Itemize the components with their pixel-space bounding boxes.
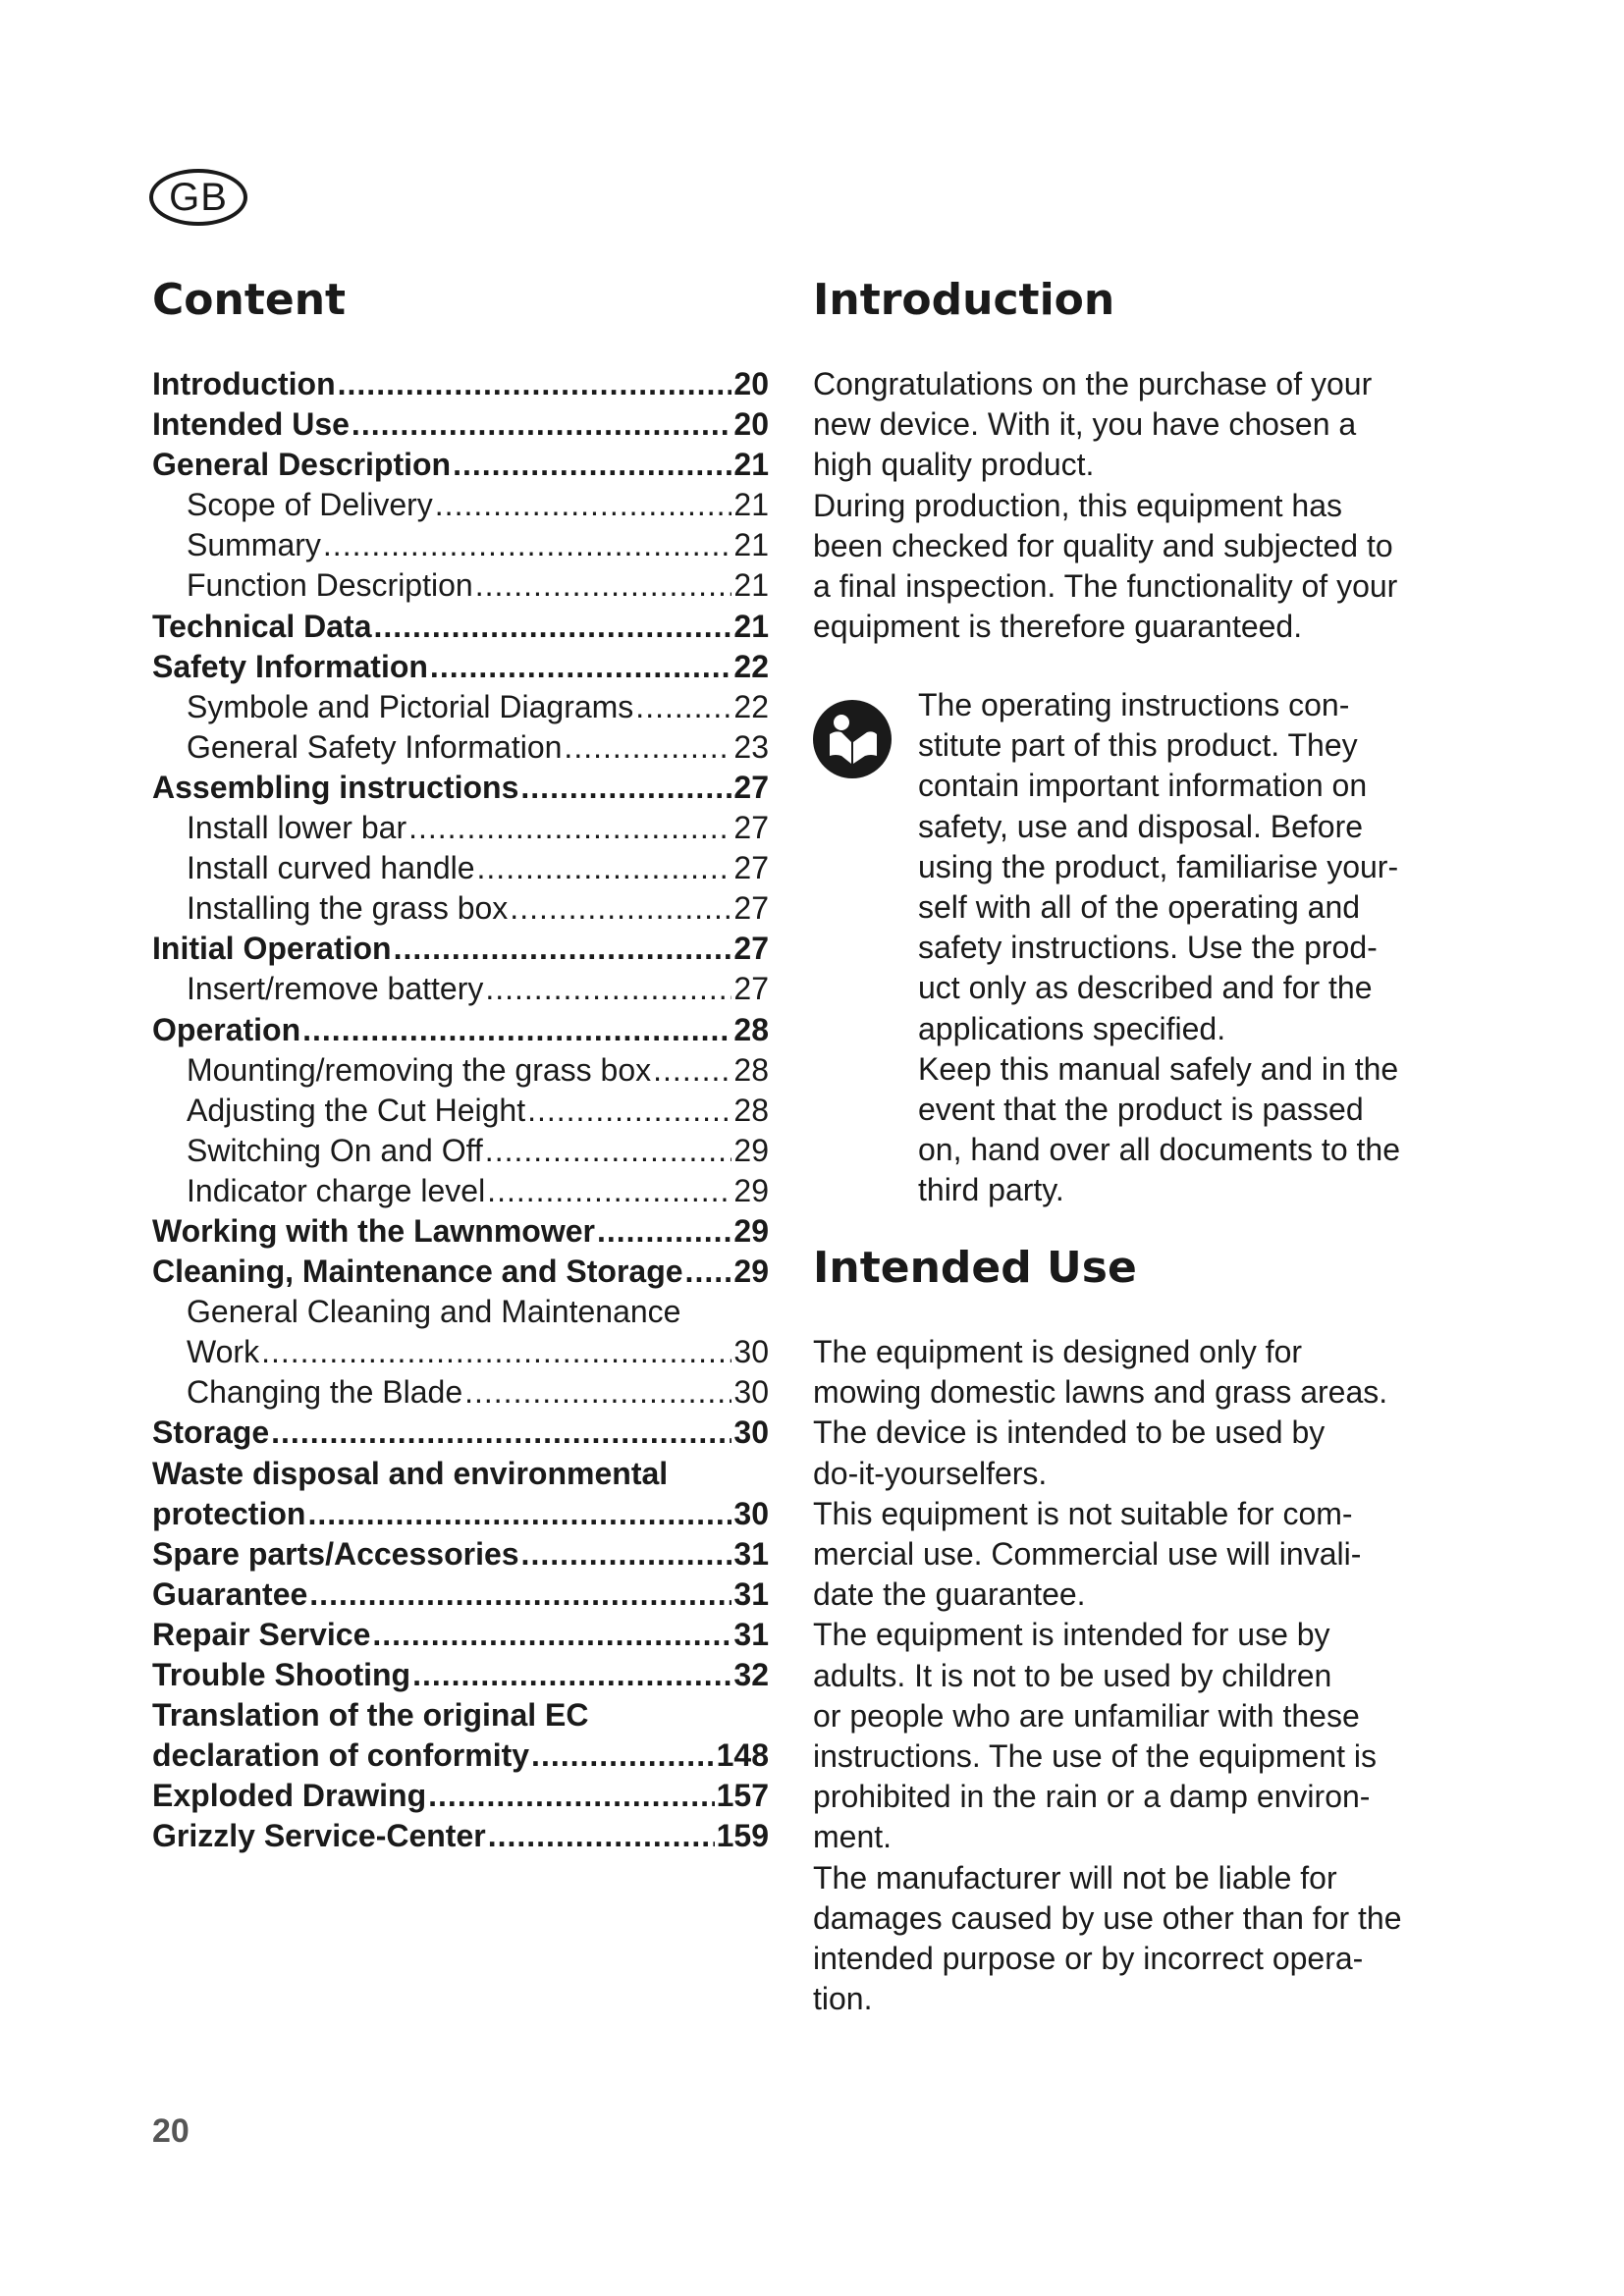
toc-leader-dots — [477, 848, 732, 888]
toc-entry-page: 27 — [733, 850, 769, 886]
toc-entry-title: Storage — [152, 1415, 270, 1451]
toc-entry — [152, 1534, 769, 1575]
toc-entry-page: 148 — [716, 1737, 769, 1774]
toc-entry-title: Installing the grass box — [187, 890, 509, 927]
toc-leader-dots — [271, 1413, 731, 1453]
toc-entry-title: Trouble Shooting — [152, 1657, 411, 1692]
toc-leader-dots — [261, 1332, 731, 1372]
toc-entry — [152, 647, 769, 687]
toc-entry — [152, 1494, 769, 1534]
page-number: 20 — [152, 2112, 189, 2150]
toc-entry — [152, 888, 769, 929]
toc-entry-title: Indicator charge level — [187, 1172, 486, 1208]
toc-leader-dots — [488, 1816, 715, 1856]
toc-entry-page: 29 — [733, 1132, 769, 1168]
toc-entry — [152, 808, 769, 848]
toc-entry-page: 20 — [733, 406, 769, 443]
toc-entry-title: Summary — [187, 527, 321, 563]
toc-entry — [152, 404, 769, 445]
toc-entry-title: Symbole and Pictorial Diagrams — [187, 688, 634, 724]
toc-entry — [152, 607, 769, 647]
toc-entry — [152, 1211, 769, 1252]
toc-entry-page: 27 — [733, 971, 769, 1007]
toc-leader-dots — [372, 1615, 731, 1655]
toc-entry-page: 22 — [733, 648, 769, 684]
toc-entry — [152, 1655, 769, 1695]
manual-note: The operating instructions con- stitute part of this product. They contain important information on safety, use and disposal. Before using the product, familiarise your- self with all of the operating and safety instructions. Use the prod- uct only as described and for the applications specified. Keep this manual safely and in the event that the product is passed on, hand over all documents to the third party. — [918, 687, 1400, 1208]
toc-entry-title: Changing the Blade — [187, 1374, 463, 1411]
toc-entry — [152, 1816, 769, 1856]
toc-leader-dots — [307, 1494, 731, 1534]
toc-entry-page: 159 — [716, 1818, 769, 1854]
read-manual-icon — [812, 699, 893, 779]
toc-entry-title: Safety Information — [152, 648, 428, 684]
toc-entry — [152, 1615, 769, 1655]
toc-entry-page: 29 — [733, 1254, 769, 1290]
toc-entry-page: 22 — [733, 688, 769, 724]
toc-entry — [152, 1252, 769, 1292]
toc-entry-title: Grizzly Service-Center — [152, 1818, 486, 1854]
toc-entry-title: General Safety Information — [187, 728, 563, 765]
toc-entry-title: Repair Service — [152, 1616, 371, 1652]
toc-entry-page: 29 — [733, 1172, 769, 1208]
toc-entry — [152, 445, 769, 485]
toc-leader-dots — [635, 687, 731, 727]
toc-leader-dots — [527, 1091, 731, 1131]
toc-entry-page: 157 — [716, 1778, 769, 1814]
table-of-contents — [152, 364, 769, 1856]
toc-leader-dots — [485, 1131, 732, 1171]
toc-entry — [152, 1735, 769, 1776]
toc-leader-dots — [564, 727, 731, 768]
toc-entry-title: Cleaning, Maintenance and Storage — [152, 1254, 683, 1290]
toc-entry-page: 30 — [733, 1415, 769, 1451]
toc-entry-page: 32 — [733, 1657, 769, 1692]
introduction-heading: Introduction — [813, 275, 1115, 325]
toc-leader-dots — [520, 768, 731, 808]
toc-entry-title: Adjusting the Cut Height — [187, 1092, 526, 1128]
toc-entry — [152, 929, 769, 969]
toc-entry — [152, 687, 769, 727]
toc-entry-page: 20 — [733, 366, 769, 401]
toc-entry — [152, 1575, 769, 1615]
toc-leader-dots — [597, 1211, 731, 1252]
toc-entry — [152, 1332, 769, 1372]
toc-entry-title: Function Description — [187, 567, 473, 604]
toc-entry — [152, 768, 769, 808]
toc-entry-page: 31 — [733, 1575, 769, 1612]
toc-entry-title: Translation of the original EC — [152, 1697, 589, 1734]
toc-leader-dots — [475, 565, 732, 606]
toc-entry-page: 29 — [733, 1212, 769, 1249]
toc-leader-dots — [309, 1575, 731, 1615]
toc-entry-page: 27 — [733, 931, 769, 967]
toc-entry-title: General Description — [152, 447, 452, 483]
toc-leader-dots — [394, 929, 732, 969]
toc-entry-page: 31 — [733, 1616, 769, 1652]
toc-leader-dots — [487, 1171, 731, 1211]
toc-leader-dots — [373, 607, 731, 647]
toc-entry-page: 30 — [733, 1495, 769, 1531]
toc-entry-title: Work — [187, 1334, 260, 1370]
toc-entry-title: Mounting/removing the grass box — [187, 1051, 652, 1088]
toc-entry — [152, 1776, 769, 1816]
toc-entry — [152, 1050, 769, 1091]
toc-entry-page: 27 — [733, 769, 769, 805]
toc-leader-dots — [510, 888, 731, 929]
toc-leader-dots — [323, 525, 732, 565]
toc-entry-page: 21 — [733, 567, 769, 604]
toc-leader-dots — [453, 445, 731, 485]
toc-entry-page: 31 — [733, 1535, 769, 1572]
toc-entry — [152, 1010, 769, 1050]
toc-entry-title: Insert/remove battery — [187, 971, 484, 1007]
toc-entry-page: 23 — [733, 728, 769, 765]
toc-entry — [152, 1695, 769, 1735]
toc-entry-title: Assembling instructions — [152, 769, 519, 805]
toc-entry — [152, 565, 769, 606]
country-badge: GB — [149, 169, 247, 226]
toc-entry-title: General Cleaning and Maintenance — [187, 1294, 681, 1330]
toc-entry-title: protection — [152, 1495, 306, 1531]
toc-leader-dots — [302, 1010, 731, 1050]
toc-entry-page: 30 — [733, 1374, 769, 1411]
toc-entry — [152, 1372, 769, 1413]
toc-entry — [152, 1091, 769, 1131]
toc-entry — [152, 525, 769, 565]
toc-entry-title: Waste disposal and environmental — [152, 1455, 669, 1491]
toc-leader-dots — [653, 1050, 731, 1091]
toc-entry — [152, 485, 769, 525]
toc-entry — [152, 1413, 769, 1453]
toc-leader-dots — [464, 1372, 731, 1413]
toc-entry-title: Install lower bar — [187, 810, 407, 846]
toc-entry — [152, 1171, 769, 1211]
toc-leader-dots — [408, 808, 731, 848]
toc-entry-page: 27 — [733, 890, 769, 927]
intended-use-paragraph: The equipment is designed only for mowing domestic lawns and grass areas. The device is intended to be used by do-it-yourselfers. This equipment is not suitable for com- mercial use. Commercial use will invali- date the guarantee. The equipment is intended for use by adults. It is not to be used by children or people who are unfamiliar with these instructions. The use of the equipment is prohibited in the rain or a damp environ- ment. The manufacturer will not be liable for damages caused by use other than for the intended purpose or by incorrect opera- tion. — [813, 1334, 1402, 2017]
toc-entry — [152, 1131, 769, 1171]
toc-entry — [152, 727, 769, 768]
toc-entry-title: declaration of conformity — [152, 1737, 530, 1774]
toc-entry-title: Spare parts/Accessories — [152, 1535, 519, 1572]
toc-entry-title: Operation — [152, 1011, 301, 1047]
toc-entry — [152, 969, 769, 1009]
toc-entry-title: Working with the Lawnmower — [152, 1212, 595, 1249]
toc-entry-title: Switching On and Off — [187, 1132, 483, 1168]
toc-leader-dots — [531, 1735, 715, 1776]
toc-leader-dots — [435, 485, 732, 525]
toc-entry — [152, 1454, 769, 1494]
toc-entry-page: 27 — [733, 810, 769, 846]
toc-leader-dots — [521, 1534, 732, 1575]
toc-entry-title: Initial Operation — [152, 931, 392, 967]
toc-entry-title: Introduction — [152, 366, 336, 401]
toc-entry-title: Guarantee — [152, 1575, 308, 1612]
toc-entry-page: 28 — [733, 1092, 769, 1128]
toc-entry-page: 21 — [733, 608, 769, 644]
toc-leader-dots — [428, 1776, 714, 1816]
intended-use-heading: Intended Use — [813, 1243, 1137, 1293]
toc-leader-dots — [412, 1655, 731, 1695]
toc-entry-page: 28 — [733, 1051, 769, 1088]
introduction-paragraph: Congratulations on the purchase of your new device. With it, you have chosen a high quality product. During production, this equipment has been checked for quality and subjected to a final inspection. The functionality of your equipment is therefore guaranteed. — [813, 366, 1398, 645]
toc-entry — [152, 364, 769, 404]
toc-entry-page: 21 — [733, 487, 769, 523]
toc-entry-page: 30 — [733, 1334, 769, 1370]
toc-entry — [152, 1292, 769, 1332]
toc-leader-dots — [352, 404, 731, 445]
toc-entry-page: 21 — [733, 447, 769, 483]
toc-entry-title: Scope of Delivery — [187, 487, 433, 523]
toc-leader-dots — [685, 1252, 732, 1292]
toc-entry-title: Exploded Drawing — [152, 1778, 427, 1814]
content-heading: Content — [152, 275, 347, 325]
toc-leader-dots — [338, 364, 732, 404]
toc-leader-dots — [430, 647, 731, 687]
toc-entry-title: Technical Data — [152, 608, 372, 644]
toc-leader-dots — [485, 969, 731, 1009]
toc-entry-page: 21 — [733, 527, 769, 563]
toc-entry — [152, 848, 769, 888]
toc-entry-title: Intended Use — [152, 406, 350, 443]
toc-entry-page: 28 — [733, 1011, 769, 1047]
toc-entry-title: Install curved handle — [187, 850, 475, 886]
